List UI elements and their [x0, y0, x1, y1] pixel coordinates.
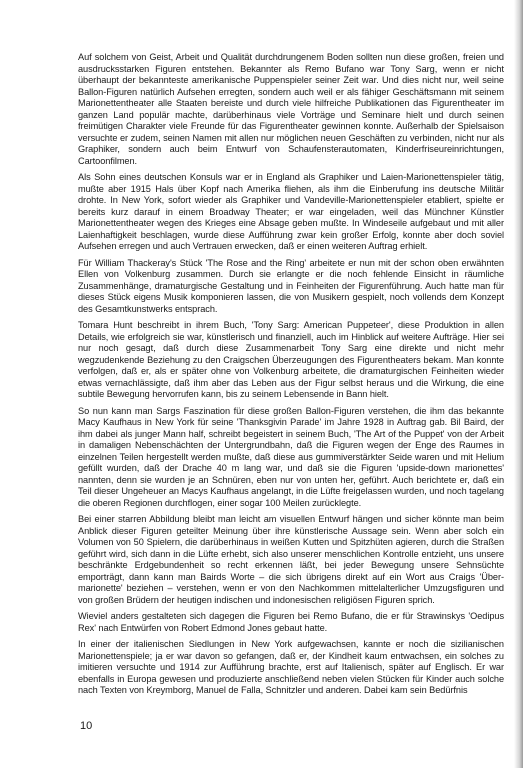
- paragraph: Auf solchem von Geist, Arbeit und Qualität durchdrungenem Boden sollten nun diese großen, freien und ausdrucksstarken Figuren entstehen. Bekannter als Remo Bufano war Tony Sarg, wenn er nicht überhaupt der bekannteste amerikanische Puppenspieler seiner Zeit war. Und dies nicht nur, weil seine Ballon-Figuren natürlich Aufsehen erregten, sondern auch weil er als fähiger Geschäftsmann mit seinem Marionettentheater alle Staaten bereiste und durch viele hilfreiche Publikationen das Figurentheater im ganzen Land populär machte, darüberhinaus viele Vorträge und Seminare hielt und durch seinen freimütigen Charakter viele Freunde für das Figurentheater gewinnen konnte. Außerhalb der Spielsaison versuchte er zudem, seinen Namen mit allen nur möglichen neuen Geschäften zu verbinden, nicht nur als Graphiker, sondern auch beim Entwurf von Schaufensterautomaten, Kinderfriseureinrichtungen, Cartoonfilmen.: [78, 52, 504, 166]
- page-edge-shadow: [514, 0, 523, 768]
- page-number: 10: [80, 720, 93, 732]
- paragraph: Für William Thackeray's Stück 'The Rose and the Ring' arbeitete er nun mit der schon oben erwähnten Ellen von Volkenburg zusammen. Durch sie erlangte er die noch fehlende Einsicht in räumliche Zusammenhänge, dramaturgische Gestaltung und in Feinheiten der Figurenführung. Auch hatte man für dieses Stück eigens Musik komponieren lassen, die von Musikern gespielt, noch vollends dem Konzept des Gesamtkunstwerks entsprach.: [78, 257, 504, 314]
- paragraph: Wieviel anders gestalteten sich dagegen die Figuren bei Remo Bufano, die er für Strawinskys 'Oedipus Rex' nach Entwürfen von Robert Edmond Jones gebaut hatte.: [78, 611, 504, 633]
- paragraph: In einer der italienischen Siedlungen in New York aufgewachsen, kannte er noch die sizilianischen Marionettenspiele; ja er war davon so gefangen, daß er, der Kindheit kaum entwachsen, ein solches zu imitieren versuchte und 1914 zur Aufführung brachte, erst auf Italienisch, später auf Englisch. Er war ebenfalls in Europa gewesen und produzierte anschließend neben vielen Stücken für Kinder auch solche nach Texten von Kreymborg, Manuel de Falla, Schnitzler und anderen. Dabei kam sein Bedürfnis: [78, 639, 504, 695]
- text-column: [78, 52, 504, 702]
- paragraph: Als Sohn eines deutschen Konsuls war er in England als Graphiker und Laien-Marionettenspieler tätig, mußte aber 1915 Hals über Kopf nach Amerika fliehen, als ihm die Einberufung ins deutsche Militär drohte. In New York, sofort wieder als Graphiker und Vandeville-Marionettenspieler etabliert, spielte er bereits kurz darauf in einem Broadway Theater; er war eingeladen, weil das Münchner Künstler Marionettentheater wegen des Krieges eine Absage geben mußte. In Windeseile aufgebaut und mit aller Laienhaftigkeit beschlagen, wurde diese Aufführung zwar kein großer Erfolg, konnte aber doch soviel Aufsehen erregen und auch Vertrauen erwecken, daß er einen weiteren Auftrag erhielt.: [78, 172, 504, 251]
- paragraph: So nun kann man Sargs Faszination für diese großen Ballon-Figuren verstehen, die ihm das bekannte Macy Kaufhaus in New York für seine 'Thanksgivin Parade' im Jahre 1928 in Auftrag gab. Bil Baird, der ihm dabei als junger Mann half, schreibt begeistert in seinem Buch, 'The Art of the Puppet' von der Arbeit in damaligen Nebenschächten der Untergrundbahn, daß die Figuren wegen der Enge des Raumes in einzelnen Teilen hergestellt werden mußte, daß diese aus gummiverstärkter Seide waren und mit Helium gefüllt wurden, daß der Drache 40 m lang war, und daß sie die Figuren 'upside-down marionettes' nannten, denn sie wurden je an Schnüren, eben nur von unten her, geführt. Auch berichtete er, daß ein Teil dieser Ungeheuer an Macys Kaufhaus angelangt, in die Lüfte freigelassen wurden, und noch tagelang die oberen Regionen durchflogen, einer sogar 100 Meilen zurücklegte.: [78, 405, 504, 508]
- paragraph: Bei einer starren Abbildung bleibt man leicht am visuellen Entwurf hängen und sicher könnte man beim Anblick dieser Figuren geteilter Meinung über ihre künstlerische Aussage sein. Wenn aber solch ein Volumen von 50 Spielern, die darüberhinaus in weißen Kutten und Spitzhüten agieren, durch die Straßen geführt wird, sich dann in die Lüfte erhebt, sich also unserer menschlichen Kontrolle entzieht, uns unsere beschränkte Erdgebundenheit so recht erkennen läßt, bei jeder Bewegung unsere Sehnsüchte emporträgt, dann kann man Bairds Worte – die sich übrigens direkt auf ein Wort aus Craigs 'Über-marionette' beziehen – verstehen, wenn er von den Nachkommen mittelalterlicher Umzugsfiguren und von großen Brüdern der heutigen indischen und indonesischen religiösen Figuren sprich.: [78, 514, 504, 605]
- paragraph: Tomara Hunt beschreibt in ihrem Buch, 'Tony Sarg: American Puppeteer', diese Produktion in allen Details, wie erfolgreich sie war, künstlerisch und finanziell, auch im Hinblick auf weitere Aufträge. Hier sei nur noch gesagt, daß durch diese Zusammenarbeit Tony Sarg eine direkte und nicht mehr wegzudenkende Beziehung zu den Craigschen Überzeugungen des Figurentheaters bekam. Man konnte verfolgen, daß er, als er später ohne von Volkenburg arbeitete, die dramaturgischen Feinheiten wieder etwas vernachlässigte, daß ihm aber das Leben aus der Figur selbst heraus und die Wirkung, die eine subtile Bewegung hervorrufen kann, bis zu seinem Lebensende in Bann hielt.: [78, 320, 504, 399]
